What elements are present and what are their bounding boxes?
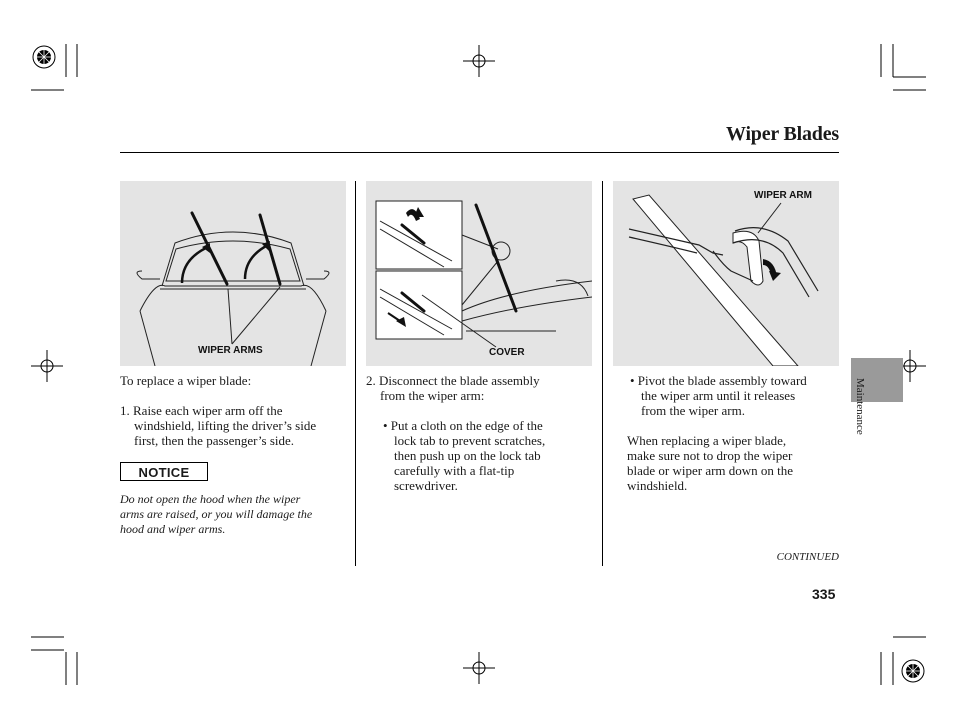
page-number: 335 bbox=[812, 586, 836, 602]
figure-lock-tab bbox=[366, 181, 592, 366]
notice-badge: NOTICE bbox=[120, 462, 208, 481]
figure-wiper-arms bbox=[120, 181, 346, 366]
step1-line3: first, then the passenger’s side. bbox=[134, 433, 295, 448]
callout-wiper-arm: WIPER ARM bbox=[754, 190, 812, 201]
intro-line: To replace a wiper blade: bbox=[120, 373, 252, 388]
col3-text bbox=[613, 373, 843, 493]
notice-text bbox=[120, 492, 355, 537]
continued-label: CONTINUED bbox=[776, 551, 839, 563]
notice-line1: Do not open the hood when the wiper bbox=[120, 492, 301, 506]
col3-para-line3: blade or wiper arm down on the bbox=[627, 463, 794, 478]
col2-bullet-line4: carefully with a flat-tip bbox=[394, 463, 515, 478]
col1-text bbox=[120, 373, 350, 448]
column-divider-2 bbox=[602, 181, 603, 566]
col2-bullet-line1: • Put a cloth on the edge of the bbox=[383, 418, 543, 433]
col2-bullet-line3: then push up on the lock tab bbox=[394, 448, 541, 463]
car-wipers-illustration bbox=[120, 181, 346, 366]
figure-pivot-blade bbox=[613, 181, 839, 366]
notice-line2: arms are raised, or you will damage the bbox=[120, 507, 313, 521]
col3-bullet-line2: the wiper arm until it releases bbox=[641, 388, 796, 403]
col3-para-line2: make sure not to drop the wiper bbox=[627, 448, 793, 463]
col2-bullet-line2: lock tab to prevent scratches, bbox=[394, 433, 546, 448]
col3-para-line4: windshield. bbox=[627, 478, 688, 493]
callout-wiper-arms: WIPER ARMS bbox=[198, 345, 263, 356]
pivot-blade-illustration bbox=[613, 181, 839, 366]
lock-tab-illustration bbox=[366, 181, 592, 366]
step1-line2: windshield, lifting the driver’s side bbox=[134, 418, 317, 433]
col3-bullet-line3: from the wiper arm. bbox=[641, 403, 745, 418]
title-rule bbox=[120, 152, 839, 153]
step2-line2: from the wiper arm: bbox=[380, 388, 485, 403]
notice-line3: hood and wiper arms. bbox=[120, 522, 226, 536]
step2-line1: 2. Disconnect the blade assembly bbox=[366, 373, 540, 388]
column-divider-1 bbox=[355, 181, 356, 566]
col2-bullet-line5: screwdriver. bbox=[394, 478, 458, 493]
col3-para-line1: When replacing a wiper blade, bbox=[627, 433, 787, 448]
step1-line1: 1. Raise each wiper arm off the bbox=[120, 403, 283, 418]
col3-bullet-line1: • Pivot the blade assembly toward bbox=[630, 373, 807, 388]
section-tab-label: Maintenance bbox=[854, 378, 866, 435]
col2-text bbox=[366, 373, 596, 493]
callout-cover: COVER bbox=[489, 347, 525, 358]
page-title: Wiper Blades bbox=[726, 123, 839, 145]
